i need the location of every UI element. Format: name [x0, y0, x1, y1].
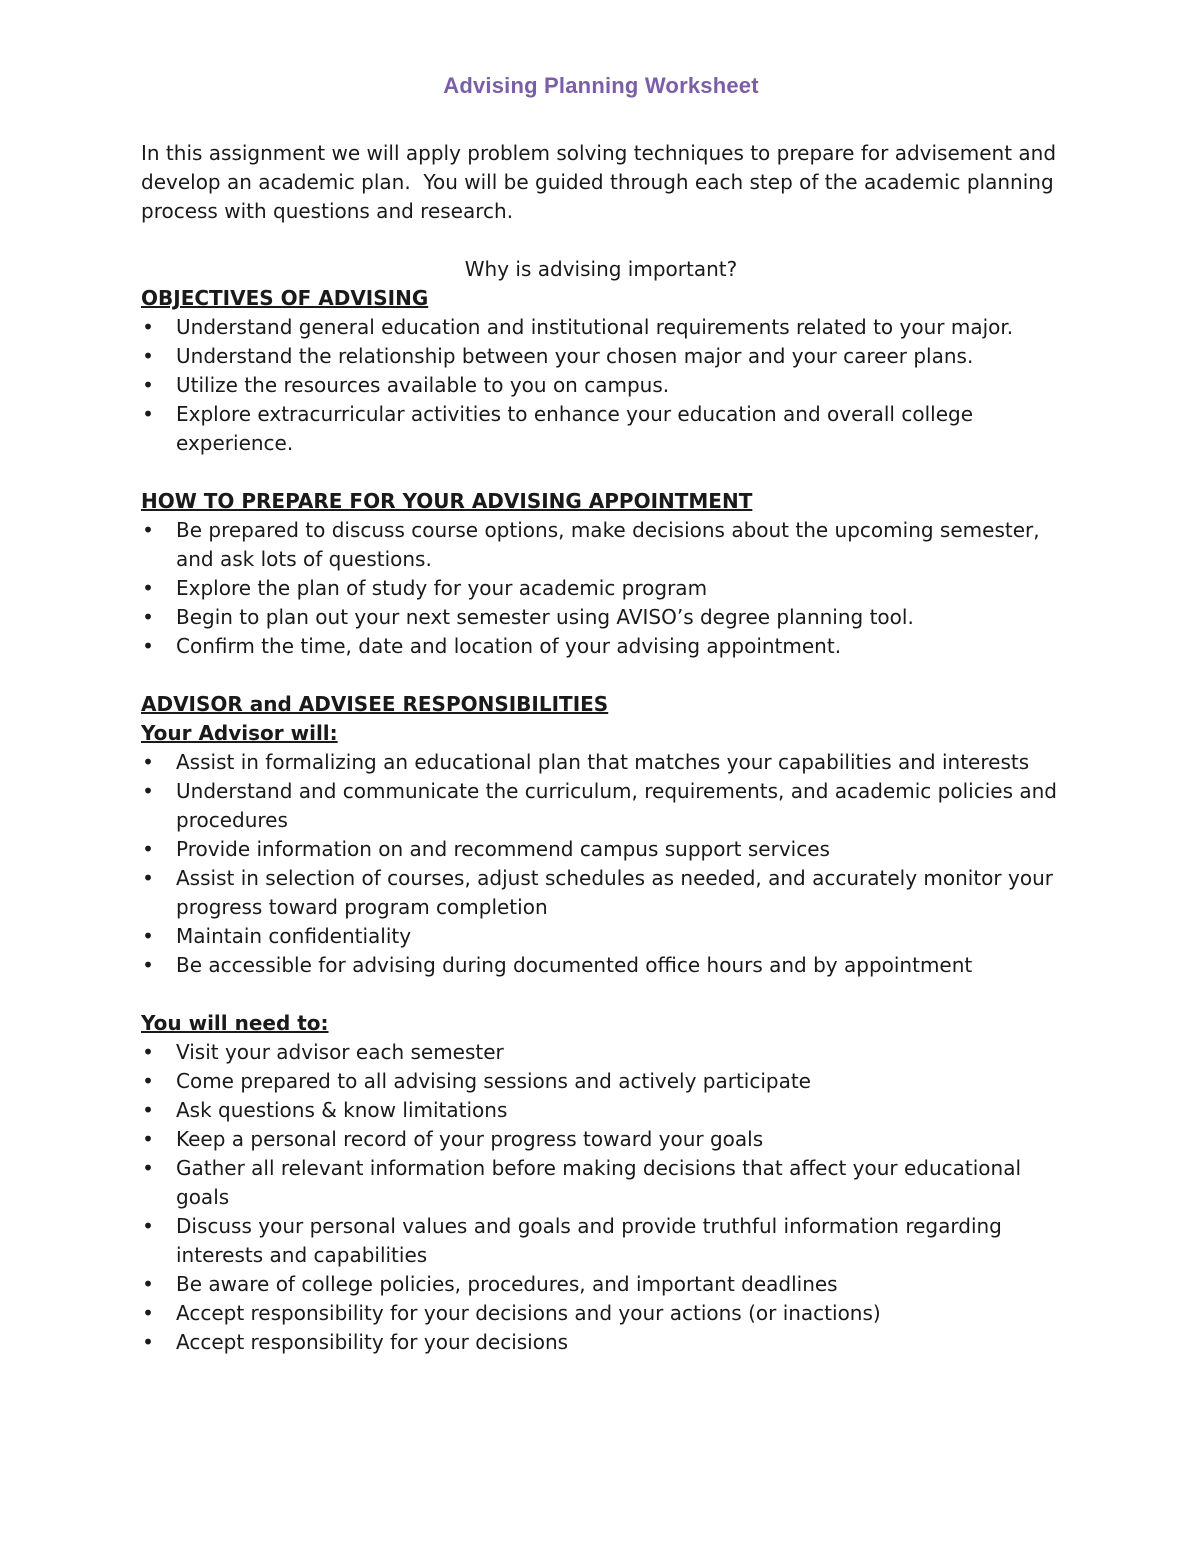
list-item-text: Explore extracurricular activities to enhance your education and overall college experience.	[176, 402, 973, 455]
list-item-text: Assist in formalizing an educational plan that matches your capabilities and interests	[176, 750, 1030, 774]
list-item-text: Come prepared to all advising sessions and actively participate	[176, 1069, 811, 1093]
list-item-text: Understand the relationship between your chosen major and your career plans.	[176, 344, 974, 368]
list-item-text: Explore the plan of study for your academic program	[176, 576, 708, 600]
list-item-text: Discuss your personal values and goals and provide truthful information regarding interests and capabilities	[176, 1214, 1002, 1267]
list-item-text: Understand and communicate the curriculum, requirements, and academic policies and procedures	[176, 779, 1057, 832]
section-spacer	[141, 661, 1061, 690]
advisor-list	[141, 748, 1061, 980]
bullet-icon: •	[142, 634, 154, 658]
prepare-list	[141, 516, 1061, 661]
list-item	[141, 1212, 1061, 1270]
list-item	[141, 342, 1061, 371]
bullet-icon: •	[142, 344, 154, 368]
bullet-icon: •	[142, 373, 154, 397]
list-item-text: Begin to plan out your next semester using AVISO’s degree planning tool.	[176, 605, 914, 629]
responsibilities-heading: ADVISOR and ADVISEE RESPONSIBILITIES	[141, 692, 609, 716]
list-item	[141, 835, 1061, 864]
bullet-icon: •	[142, 866, 154, 890]
bullet-icon: •	[142, 1214, 154, 1238]
list-item	[141, 313, 1061, 342]
list-item	[141, 1038, 1061, 1067]
list-item	[141, 1125, 1061, 1154]
objectives-heading: OBJECTIVES OF ADVISING	[141, 286, 429, 310]
objectives-list	[141, 313, 1061, 458]
list-item-text: Provide information on and recommend campus support services	[176, 837, 830, 861]
section-spacer	[141, 980, 1061, 1009]
list-item	[141, 864, 1061, 922]
list-item	[141, 400, 1061, 458]
bullet-icon: •	[142, 1272, 154, 1296]
list-item	[141, 1096, 1061, 1125]
list-item-text: Utilize the resources available to you on campus.	[176, 373, 670, 397]
list-item-text: Be prepared to discuss course options, make decisions about the upcoming semester, and ask lots of questions.	[176, 518, 1040, 571]
list-item-text: Accept responsibility for your decisions and your actions (or inactions)	[176, 1301, 881, 1325]
list-item-text: Understand general education and institutional requirements related to your major.	[176, 315, 1014, 339]
intro-paragraph: In this assignment we will apply problem solving techniques to prepare for advisement and develop an academic plan. You will be guided through each step of the academic planning process with questions and research.	[141, 141, 1063, 223]
document-page	[141, 70, 1061, 1357]
list-item-text: Visit your advisor each semester	[176, 1040, 504, 1064]
list-item	[141, 371, 1061, 400]
bullet-icon: •	[142, 315, 154, 339]
list-item-text: Confirm the time, date and location of your advising appointment.	[176, 634, 842, 658]
list-item	[141, 922, 1061, 951]
prepare-heading: HOW TO PREPARE FOR YOUR ADVISING APPOINTMENT	[141, 489, 753, 513]
bullet-icon: •	[142, 402, 154, 426]
list-item-text: Be accessible for advising during documented office hours and by appointment	[176, 953, 973, 977]
list-item-text: Keep a personal record of your progress toward your goals	[176, 1127, 764, 1151]
list-item-text: Accept responsibility for your decisions	[176, 1330, 569, 1354]
bullet-icon: •	[142, 1156, 154, 1180]
list-item	[141, 777, 1061, 835]
bullet-icon: •	[142, 605, 154, 629]
section-spacer	[141, 458, 1061, 487]
bullet-icon: •	[142, 750, 154, 774]
list-item	[141, 1299, 1061, 1328]
list-item	[141, 1154, 1061, 1212]
advisor-subheading: Your Advisor will:	[141, 721, 338, 745]
list-item-text: Maintain confidentiality	[176, 924, 412, 948]
bullet-icon: •	[142, 1069, 154, 1093]
you-list	[141, 1038, 1061, 1357]
bullet-icon: •	[142, 518, 154, 542]
you-subheading: You will need to:	[141, 1011, 329, 1035]
list-item-text: Assist in selection of courses, adjust schedules as needed, and accurately monitor your progress toward program completion	[176, 866, 1053, 919]
document-title: Advising Planning Worksheet	[443, 73, 759, 98]
list-item	[141, 1270, 1061, 1299]
list-item-text: Ask questions & know limitations	[176, 1098, 508, 1122]
bullet-icon: •	[142, 1330, 154, 1354]
list-item-text: Gather all relevant information before making decisions that affect your educational goals	[176, 1156, 1022, 1209]
bullet-icon: •	[142, 779, 154, 803]
advising-question: Why is advising important?	[464, 257, 738, 281]
bullet-icon: •	[142, 1040, 154, 1064]
bullet-icon: •	[142, 1301, 154, 1325]
bullet-icon: •	[142, 924, 154, 948]
list-item	[141, 574, 1061, 603]
list-item	[141, 632, 1061, 661]
bullet-icon: •	[142, 837, 154, 861]
bullet-icon: •	[142, 1127, 154, 1151]
list-item	[141, 516, 1061, 574]
bullet-icon: •	[142, 576, 154, 600]
list-item	[141, 603, 1061, 632]
list-item	[141, 1067, 1061, 1096]
bullet-icon: •	[142, 953, 154, 977]
list-item	[141, 748, 1061, 777]
list-item	[141, 1328, 1061, 1357]
bullet-icon: •	[142, 1098, 154, 1122]
list-item-text: Be aware of college policies, procedures, and important deadlines	[176, 1272, 838, 1296]
list-item	[141, 951, 1061, 980]
